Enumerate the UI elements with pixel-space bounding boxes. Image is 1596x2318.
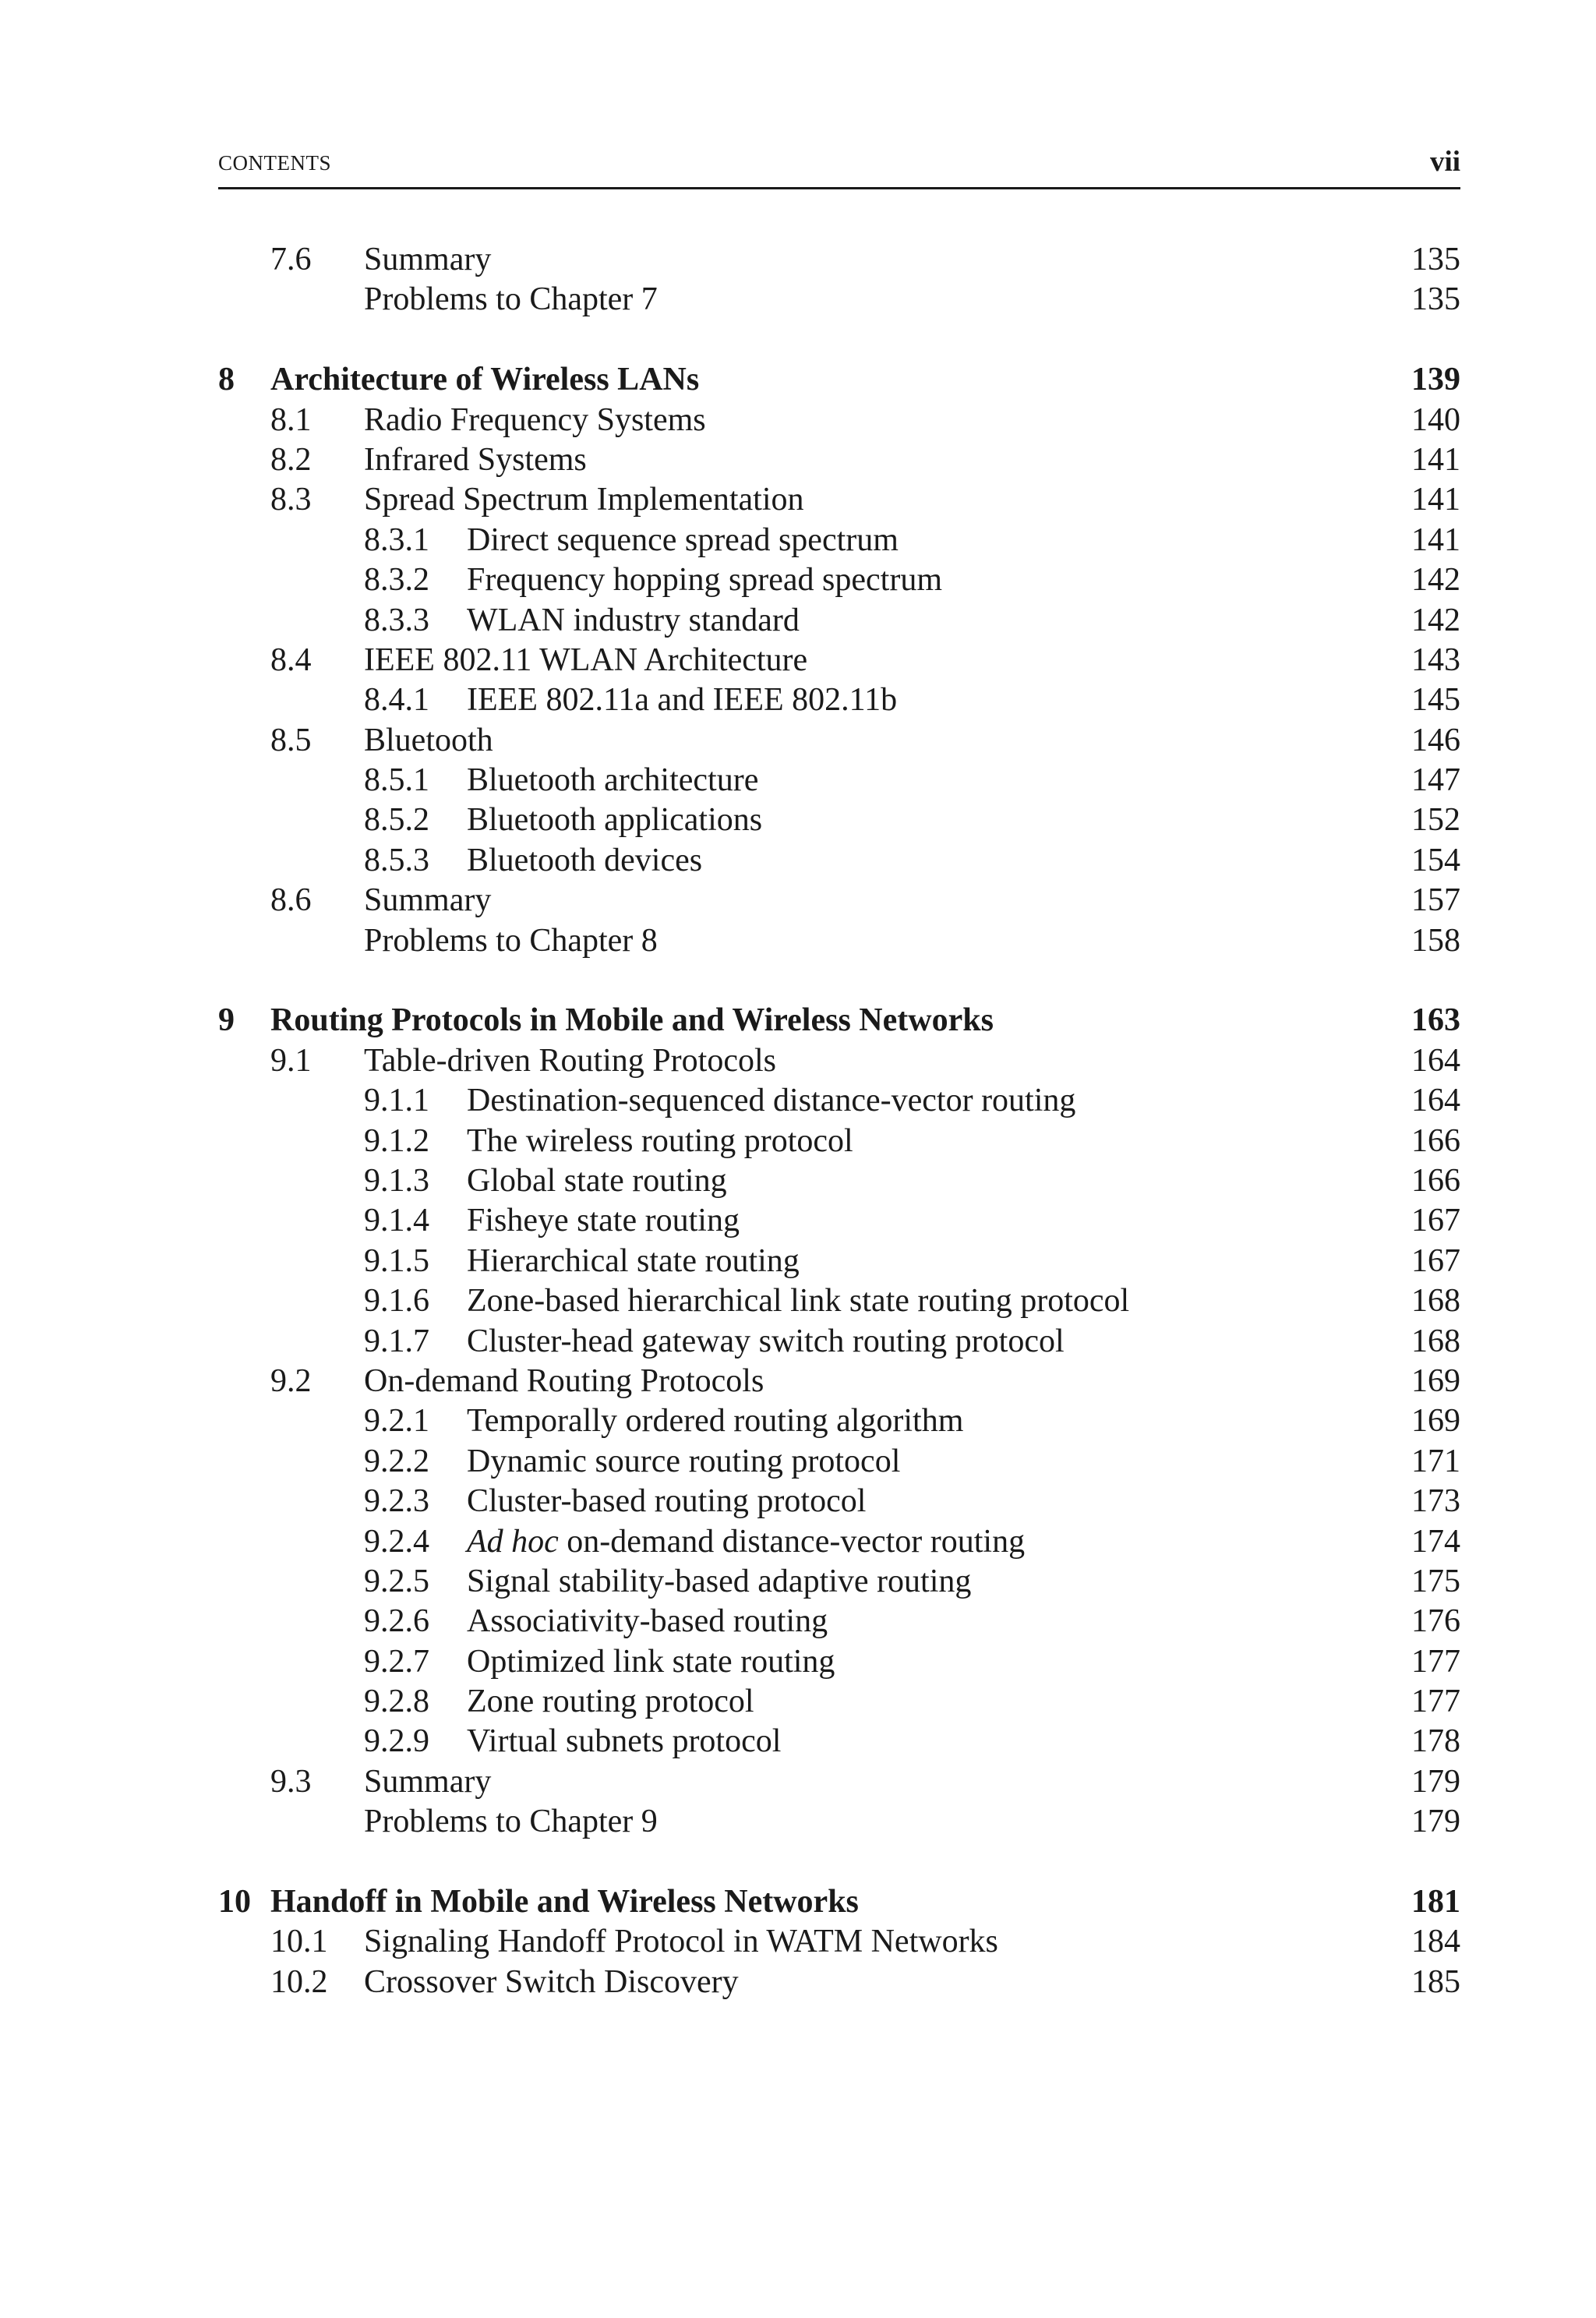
- toc-entry-title: Crossover Switch Discovery: [364, 1963, 739, 2000]
- toc-section-entry[interactable]: [218, 1362, 1460, 1401]
- toc-entry-title: Bluetooth: [364, 722, 493, 758]
- toc-entry-page: 185: [1411, 1963, 1460, 2000]
- toc-subsection-entry[interactable]: [218, 1401, 1460, 1441]
- toc-section-entry[interactable]: [218, 401, 1460, 440]
- toc-entry-title: Routing Protocols in Mobile and Wireless Networks: [270, 1002, 994, 1039]
- toc-entry-title-rest: on-demand distance-vector routing: [558, 1523, 1026, 1560]
- toc-subsection-entry[interactable]: [218, 1442, 1460, 1482]
- toc-subsection-entry[interactable]: [218, 1081, 1460, 1121]
- toc-entry-title: Problems to Chapter 9: [364, 1804, 658, 1840]
- toc-section-entry[interactable]: [218, 1041, 1460, 1081]
- toc-entry-title: Infrared Systems: [364, 441, 587, 478]
- toc-entry-number: 10.2: [270, 1963, 328, 2000]
- toc-entry-title: Temporally ordered routing algorithm: [467, 1403, 964, 1440]
- toc-entry-title: Bluetooth architecture: [467, 762, 759, 799]
- toc-subsection-entry[interactable]: [218, 1682, 1460, 1722]
- toc-entry-number: 9.1.5: [364, 1242, 429, 1279]
- toc-entry-title: Signaling Handoff Protocol in WATM Networks: [364, 1924, 998, 1960]
- toc-section-entry[interactable]: [218, 1963, 1460, 2002]
- toc-entry-title: Handoff in Mobile and Wireless Networks: [270, 1884, 859, 1920]
- toc-entry-number: 7.6: [270, 242, 312, 277]
- toc-subsection-entry[interactable]: [218, 1242, 1460, 1281]
- toc-entry-title: Summary: [364, 1763, 492, 1800]
- toc-entry-number: 9.2: [270, 1362, 312, 1399]
- toc-entry-number: 10.1: [270, 1924, 328, 1960]
- toc-entry-title: Dynamic source routing protocol: [467, 1443, 901, 1479]
- toc-entry-page: 164: [1411, 1083, 1460, 1119]
- toc-entry-number: 9: [218, 1002, 235, 1039]
- toc-subsection-entry[interactable]: [218, 601, 1460, 641]
- toc-entry-title: The wireless routing protocol: [467, 1122, 853, 1159]
- toc-entry-page: 179: [1411, 1804, 1460, 1840]
- toc-subsection-entry[interactable]: [218, 1562, 1460, 1602]
- toc-section-entry[interactable]: [218, 881, 1460, 920]
- toc-entry-title: Problems to Chapter 8: [364, 922, 658, 959]
- toc-subsection-entry[interactable]: [218, 1642, 1460, 1682]
- toc-entry-title: Radio Frequency Systems: [364, 401, 706, 438]
- toc-entry-number: 8.3: [270, 482, 312, 518]
- toc-subsection-entry[interactable]: [218, 1482, 1460, 1521]
- toc-entry-page: 167: [1411, 1203, 1460, 1239]
- toc-chapter-entry[interactable]: [218, 1001, 1460, 1041]
- toc-entry-number: 8.4.1: [364, 682, 429, 719]
- toc-entry-page: 168: [1411, 1283, 1460, 1320]
- toc-entry-page: 177: [1411, 1643, 1460, 1680]
- toc-entry-page: 143: [1411, 641, 1460, 678]
- toc-entry-title: Optimized link state routing: [467, 1643, 835, 1680]
- toc-entry-page: 158: [1411, 922, 1460, 959]
- toc-entry-page: 139: [1411, 362, 1460, 398]
- toc-entry-number: 8.5.1: [364, 762, 429, 799]
- toc-entry-page: 152: [1411, 802, 1460, 839]
- toc-subsection-entry[interactable]: [218, 1201, 1460, 1241]
- toc-entry-page: 177: [1411, 1684, 1460, 1720]
- toc-entry-page: 178: [1411, 1723, 1460, 1760]
- toc-subsection-entry[interactable]: [218, 1281, 1460, 1321]
- toc-entry-page: 147: [1411, 762, 1460, 799]
- toc-entry-title: Virtual subnets protocol: [467, 1723, 782, 1760]
- toc-entry-page: 171: [1411, 1443, 1460, 1479]
- toc-entry-number: 8.1: [270, 401, 312, 438]
- toc-entry-title: IEEE 802.11 WLAN Architecture: [364, 641, 808, 678]
- toc-entry-page: 141: [1411, 482, 1460, 518]
- toc-entry-number: 8.5.3: [364, 842, 429, 878]
- toc-entry-number: 8.3.2: [364, 562, 429, 599]
- toc-section-entry[interactable]: [218, 1762, 1460, 1802]
- toc-section-entry[interactable]: [218, 721, 1460, 761]
- toc-entry-number: 9.2.5: [364, 1563, 429, 1599]
- toc-subsection-entry[interactable]: [218, 1722, 1460, 1761]
- toc-entry-page: 157: [1411, 882, 1460, 919]
- toc-entry-number: 8.6: [270, 882, 312, 919]
- toc-subsection-entry[interactable]: [218, 521, 1460, 560]
- toc-entry-title: IEEE 802.11a and IEEE 802.11b: [467, 682, 898, 719]
- toc-entry-page: 169: [1411, 1403, 1460, 1440]
- toc-entry-title: On-demand Routing Protocols: [364, 1362, 764, 1399]
- toc-entry-title: Fisheye state routing: [467, 1203, 740, 1239]
- toc-entry-page: 154: [1411, 842, 1460, 878]
- toc-section-entry[interactable]: [218, 641, 1460, 680]
- toc-subsection-entry[interactable]: [218, 1122, 1460, 1161]
- toc-entry-number: 8.5: [270, 722, 312, 758]
- toc-entry-page: 141: [1411, 521, 1460, 558]
- page-number: vii: [1429, 146, 1460, 178]
- toc-entry-number: 8.3.1: [364, 521, 429, 558]
- toc-entry-page: 169: [1411, 1362, 1460, 1399]
- toc-entry-number: 9.2.7: [364, 1643, 429, 1680]
- toc-subsection-entry[interactable]: [218, 560, 1460, 600]
- running-title: CONTENTS: [218, 151, 331, 175]
- toc-entry-number: 8: [218, 362, 235, 398]
- table-of-contents: [218, 240, 1460, 2002]
- toc-entry-number: 8.4: [270, 641, 312, 678]
- toc-entry-title: Zone-based hierarchical link state routing protocol: [467, 1283, 1130, 1320]
- toc-subsection-entry[interactable]: [218, 800, 1460, 840]
- toc-entry-title: Summary: [364, 882, 492, 919]
- toc-subsection-entry[interactable]: [218, 1322, 1460, 1362]
- toc-entry-number: 9.2.6: [364, 1603, 429, 1640]
- toc-entry-title: Direct sequence spread spectrum: [467, 521, 899, 558]
- toc-entry-page: 142: [1411, 562, 1460, 599]
- toc-section-entry[interactable]: [218, 240, 1460, 280]
- toc-entry-title: Bluetooth applications: [467, 802, 763, 839]
- toc-entry-page: 135: [1411, 242, 1460, 277]
- toc-entry-title: Destination-sequenced distance-vector routing: [467, 1083, 1076, 1119]
- toc-entry-number: 9.1.3: [364, 1162, 429, 1199]
- toc-entry-title: Bluetooth devices: [467, 842, 703, 878]
- toc-entry-page: 141: [1411, 441, 1460, 478]
- toc-entry-page: 145: [1411, 682, 1460, 719]
- toc-entry-page: 181: [1411, 1884, 1460, 1920]
- toc-chapter-entry[interactable]: [218, 360, 1460, 400]
- toc-entry-number: 9.1: [270, 1042, 312, 1079]
- toc-entry-number: 9.2.4: [364, 1523, 429, 1560]
- toc-entry-title: Cluster-based routing protocol: [467, 1483, 867, 1520]
- toc-entry-number: 9.3: [270, 1763, 312, 1800]
- toc-entry-title: Associativity-based routing: [467, 1603, 828, 1640]
- toc-entry-number: 9.2.2: [364, 1443, 429, 1479]
- toc-entry-title-italic: Ad hoc: [467, 1523, 559, 1560]
- toc-entry-title: Hierarchical state routing: [467, 1242, 800, 1279]
- toc-entry-title: Problems to Chapter 7: [364, 281, 658, 318]
- toc-entry-page: 142: [1411, 602, 1460, 638]
- toc-entry-title: [467, 1522, 1025, 1562]
- toc-entry-title: Frequency hopping spread spectrum: [467, 562, 943, 599]
- toc-entry-number: 9.2.3: [364, 1483, 429, 1520]
- toc-entry-number: 9.1.6: [364, 1283, 429, 1320]
- toc-subsection-entry[interactable]: [218, 761, 1460, 800]
- toc-subsection-entry[interactable]: [218, 680, 1460, 720]
- running-head: [218, 143, 1460, 189]
- toc-section-entry[interactable]: [218, 1922, 1460, 1962]
- toc-entry-title: Spread Spectrum Implementation: [364, 482, 804, 518]
- toc-entry-title: Zone routing protocol: [467, 1684, 754, 1720]
- toc-entry-page: 164: [1411, 1042, 1460, 1079]
- toc-entry-page: 163: [1411, 1002, 1460, 1039]
- toc-entry-number: 9.1.2: [364, 1122, 429, 1159]
- toc-entry-page: 175: [1411, 1563, 1460, 1599]
- toc-entry-title: WLAN industry standard: [467, 602, 800, 638]
- toc-subsection-entry[interactable]: [218, 1602, 1460, 1641]
- toc-entry-title: Signal stability-based adaptive routing: [467, 1563, 972, 1599]
- toc-subsection-entry[interactable]: [218, 841, 1460, 881]
- toc-entry-number: 9.1.4: [364, 1203, 429, 1239]
- toc-entry-title: Table-driven Routing Protocols: [364, 1042, 776, 1079]
- toc-entry-page: 179: [1411, 1763, 1460, 1800]
- toc-entry-number: 8.3.3: [364, 602, 429, 638]
- toc-section-entry[interactable]: [218, 480, 1460, 520]
- toc-subsection-entry[interactable]: [218, 1522, 1460, 1562]
- toc-entry-title: Global state routing: [467, 1162, 727, 1199]
- toc-entry-number: 8.2: [270, 441, 312, 478]
- toc-entry-number: 10: [218, 1884, 251, 1920]
- toc-section-entry[interactable]: [218, 440, 1460, 480]
- toc-entry-number: 9.2.8: [364, 1684, 429, 1720]
- toc-section-entry[interactable]: [218, 921, 1460, 961]
- toc-entry-page: 184: [1411, 1924, 1460, 1960]
- toc-entry-page: 174: [1411, 1523, 1460, 1560]
- toc-entry-number: 9.1.7: [364, 1323, 429, 1359]
- toc-chapter-entry[interactable]: [218, 1882, 1460, 1922]
- toc-entry-number: 9.1.1: [364, 1083, 429, 1119]
- toc-section-entry[interactable]: [218, 280, 1460, 320]
- toc-entry-title: Architecture of Wireless LANs: [270, 362, 700, 398]
- toc-entry-page: 167: [1411, 1242, 1460, 1279]
- toc-entry-title: Cluster-head gateway switch routing protocol: [467, 1323, 1065, 1359]
- toc-entry-number: 9.2.1: [364, 1403, 429, 1440]
- toc-entry-page: 135: [1411, 281, 1460, 318]
- toc-entry-number: 9.2.9: [364, 1723, 429, 1760]
- toc-entry-page: 166: [1411, 1162, 1460, 1199]
- toc-entry-page: 168: [1411, 1323, 1460, 1359]
- toc-entry-page: 146: [1411, 722, 1460, 758]
- toc-entry-page: 140: [1411, 401, 1460, 438]
- toc-entry-title: Summary: [364, 242, 492, 277]
- toc-entry-page: 173: [1411, 1483, 1460, 1520]
- toc-section-entry[interactable]: [218, 1802, 1460, 1842]
- toc-entry-number: 8.5.2: [364, 802, 429, 839]
- toc-entry-page: 166: [1411, 1122, 1460, 1159]
- toc-subsection-entry[interactable]: [218, 1161, 1460, 1201]
- toc-entry-page: 176: [1411, 1603, 1460, 1640]
